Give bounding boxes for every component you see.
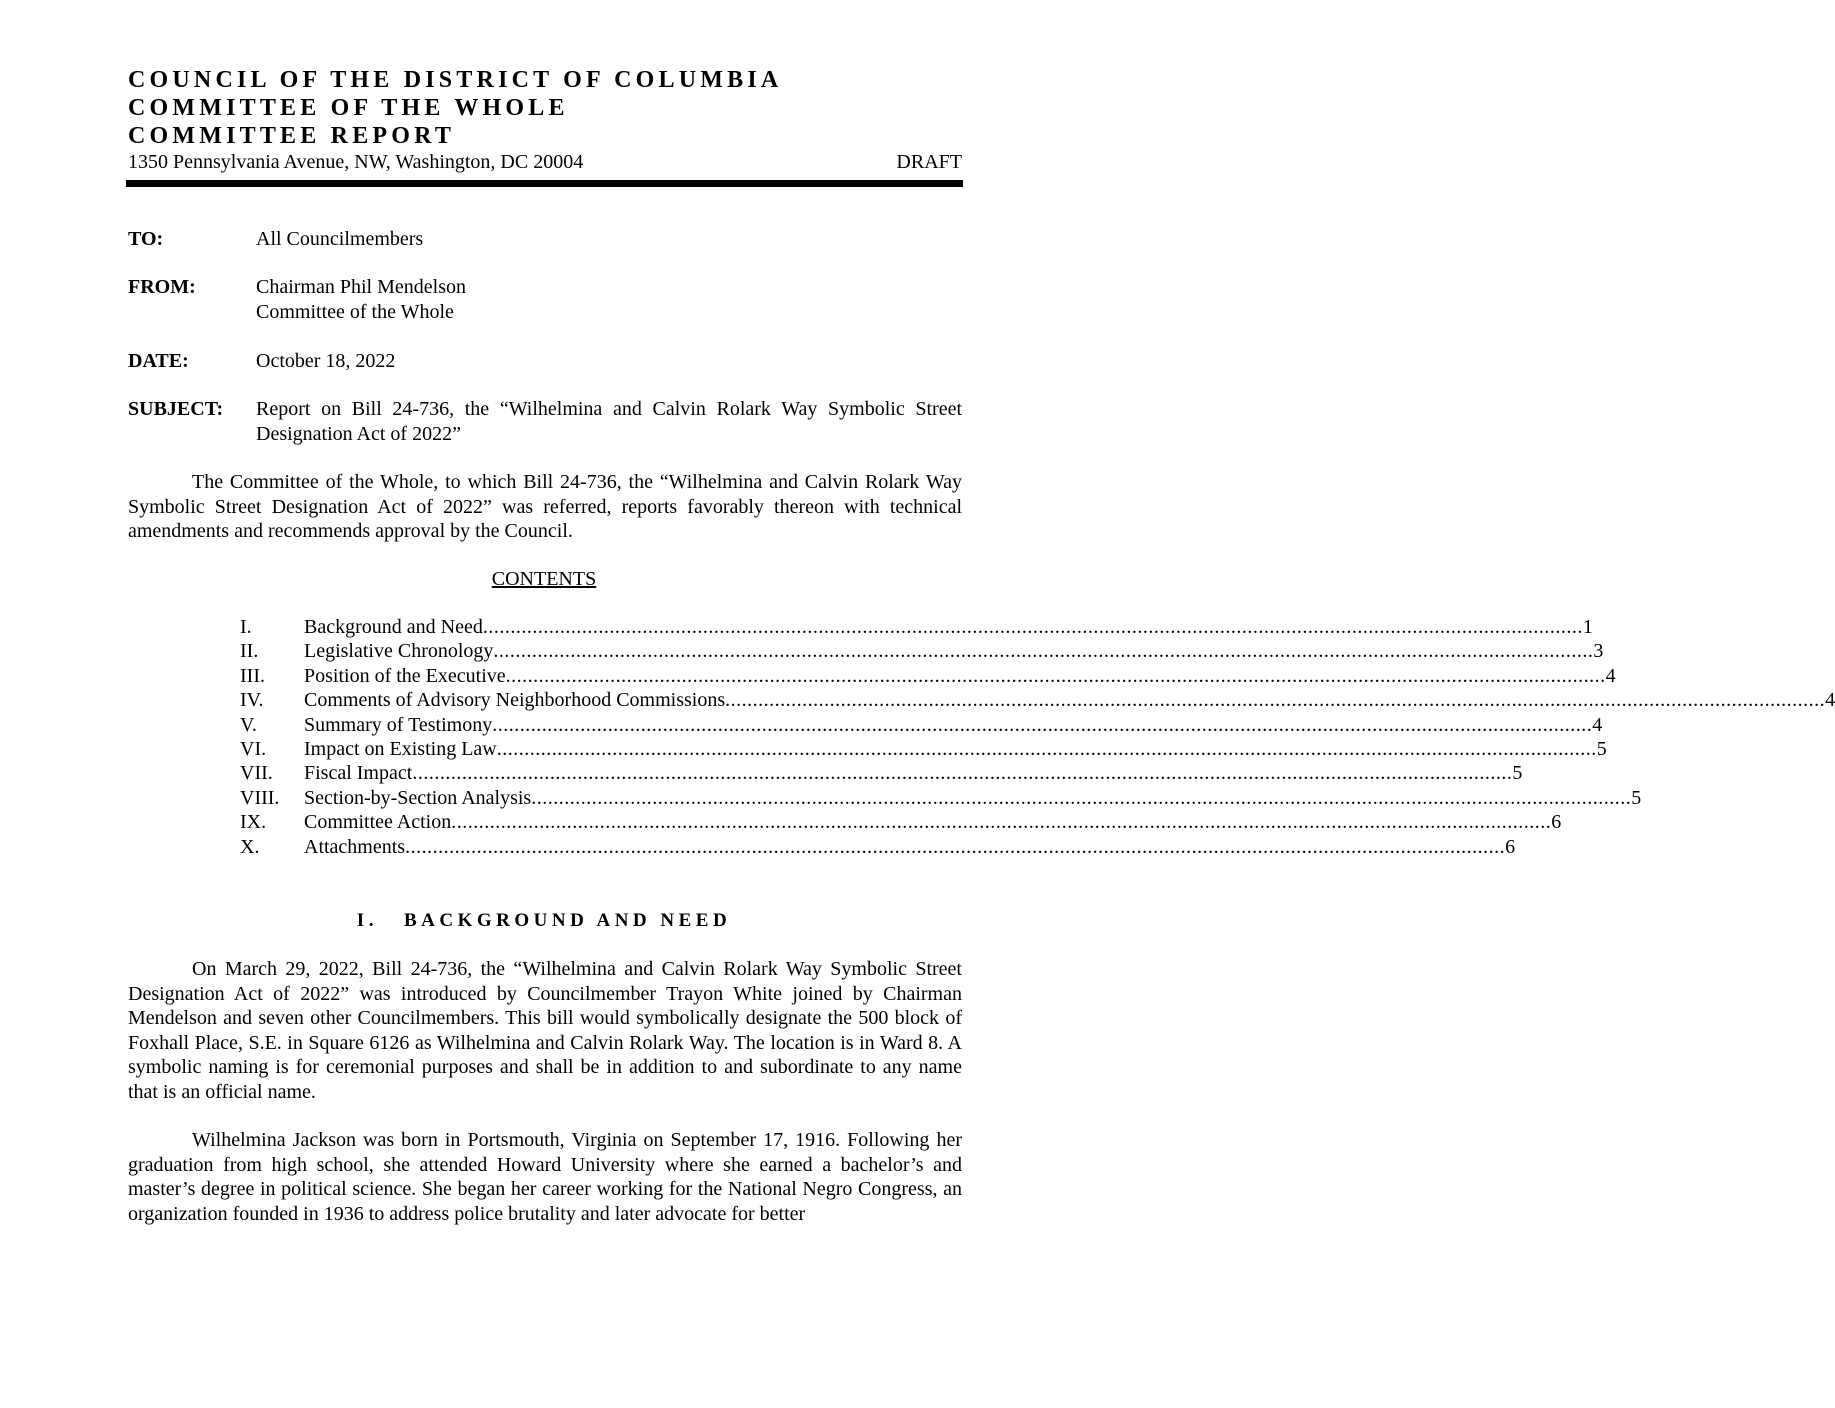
to-label: TO:	[128, 228, 164, 250]
toc-page: 1	[1582, 616, 1593, 638]
toc-title: Legislative Chronology	[304, 640, 494, 663]
table-of-contents	[240, 615, 1835, 859]
toc-title: Summary of Testimony	[304, 713, 493, 736]
toc-item[interactable]	[240, 810, 1562, 834]
toc-number: IV.	[240, 689, 264, 712]
toc-leader: ........................................................................................................................................................................................................	[493, 640, 1594, 663]
toc-title: Attachments	[304, 835, 406, 858]
date-value: October 18, 2022	[256, 350, 396, 372]
report-heading: COMMITTEE REPORT	[128, 123, 456, 149]
toc-leader: ........................................................................................................................................................................................................	[496, 737, 1597, 760]
toc-page: 4	[1605, 664, 1616, 687]
toc-leader: ........................................................................................................................................................................................................	[725, 689, 1826, 712]
toc-item[interactable]	[240, 761, 1523, 785]
toc-number: III.	[240, 664, 265, 687]
toc-page: 6	[1551, 811, 1562, 834]
toc-number: II.	[240, 640, 259, 663]
section-heading	[0, 909, 1088, 933]
toc-page: 4	[1825, 689, 1835, 712]
toc-title: Impact on Existing Law	[304, 737, 497, 760]
toc-title: Section-by-Section Analysis	[304, 786, 532, 809]
toc-leader: ........................................................................................................................................................................................................	[451, 811, 1552, 834]
toc-leader: ........................................................................................................................................................................................................	[412, 762, 1513, 785]
to-value: All Councilmembers	[256, 228, 424, 250]
toc-title: Comments of Advisory Neighborhood Commissions	[304, 689, 726, 712]
toc-item[interactable]	[240, 713, 1603, 737]
toc-title: Position of the Executive	[304, 664, 506, 687]
toc-item[interactable]	[240, 688, 1835, 712]
subject-label: SUBJECT:	[128, 398, 224, 420]
toc-number: I.	[240, 616, 252, 638]
toc-page: 5	[1596, 737, 1607, 760]
toc-number: VI.	[240, 737, 267, 760]
header-rule	[126, 180, 963, 187]
draft-label: DRAFT	[896, 151, 962, 173]
from-value-2: Committee of the Whole	[256, 301, 454, 323]
date-label: DATE:	[128, 350, 189, 372]
committee-heading: COMMITTEE OF THE WHOLE	[128, 95, 569, 121]
background-paragraph-1: On March 29, 2022, Bill 24-736, the “Wilhelmina and Calvin Rolark Way Symbolic Street Designation Act of 2022” was introduced by Councilmember Trayon White joined by Chairman Mendelson and seven other Councilmembers. This bill would symbolically designate the 500 block of Foxhall Place, S.E. in Square 6126 as Wilhelmina and Calvin Rolark Way. The location is in Ward 8. A symbolic naming is for ceremonial purposes and shall be in addition to and subordinate to any name that is an official name.	[128, 958, 962, 1103]
toc-page: 6	[1505, 835, 1516, 858]
toc-page: 5	[1631, 786, 1642, 809]
intro-paragraph: The Committee of the Whole, to which Bill 24-736, the “Wilhelmina and Calvin Rolark Way Symbolic Street Designation Act of 2022” was referred, reports favorably thereon with technical amendments and recommends approval by the Council.	[128, 471, 962, 542]
section-number: I.	[356, 910, 378, 931]
from-label: FROM:	[128, 276, 196, 298]
background-paragraph-2: Wilhelmina Jackson was born in Portsmouth, Virginia on September 17, 1916. Following her graduation from high school, she attended Howard University where she earned a bachelor’s and master’s degree in political science. She began her career working for the National Negro Congress, an organization founded in 1936 to address police brutality and later advocate for better	[128, 1129, 962, 1225]
toc-leader: ........................................................................................................................................................................................................	[531, 786, 1632, 809]
toc-item[interactable]	[240, 786, 1642, 810]
toc-item[interactable]	[240, 615, 1593, 639]
toc-item[interactable]	[240, 737, 1607, 761]
council-heading: COUNCIL OF THE DISTRICT OF COLUMBIA	[128, 67, 783, 93]
toc-title: Committee Action	[304, 811, 452, 834]
toc-item[interactable]	[240, 664, 1616, 688]
address-line	[128, 150, 962, 174]
toc-title: Fiscal Impact	[304, 762, 413, 785]
toc-number: V.	[240, 713, 257, 736]
toc-item[interactable]	[240, 639, 1604, 663]
contents-title: CONTENTS	[491, 568, 597, 590]
toc-number: VII.	[240, 762, 273, 785]
toc-number: VIII.	[240, 786, 280, 809]
toc-leader: ........................................................................................................................................................................................................	[405, 835, 1506, 858]
toc-number: X.	[240, 835, 260, 858]
toc-page: 3	[1593, 640, 1604, 663]
toc-leader: ........................................................................................................................................................................................................	[492, 713, 1593, 736]
toc-page: 5	[1512, 762, 1523, 785]
toc-page: 4	[1592, 713, 1603, 736]
toc-number: IX.	[240, 811, 267, 834]
address-text: 1350 Pennsylvania Avenue, NW, Washington, DC 20004	[128, 151, 584, 173]
toc-leader: ........................................................................................................................................................................................................	[482, 616, 1583, 638]
toc-leader: ........................................................................................................................................................................................................	[505, 664, 1606, 687]
from-value-1: Chairman Phil Mendelson	[256, 276, 466, 298]
subject-value: Report on Bill 24-736, the “Wilhelmina and Calvin Rolark Way Symbolic Street Designation Act of 2022”	[256, 398, 962, 445]
section-title: BACKGROUND AND NEED	[403, 910, 732, 931]
toc-title: Background and Need	[304, 616, 483, 638]
toc-item[interactable]	[240, 835, 1516, 859]
